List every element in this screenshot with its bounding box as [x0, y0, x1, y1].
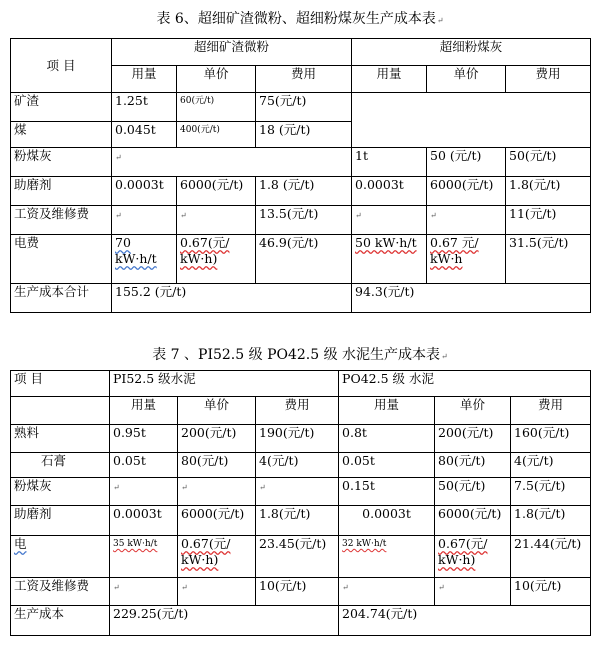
row-label: 工资及维修费: [11, 578, 110, 606]
row-label: 生产成本合计: [11, 284, 112, 313]
table-cell: [352, 235, 427, 284]
table-cell-text: 0.67(元/ kW·h): [438, 536, 488, 567]
table-cell: 155.2 (元/t): [112, 284, 352, 313]
table-cell: 13.5(元/t): [256, 206, 352, 235]
table-cell: 1t: [352, 148, 427, 177]
table-row: [11, 235, 591, 284]
table-cell: [177, 235, 256, 284]
table-cell: 10(元/t): [256, 578, 339, 606]
table-cell: 6000(元/t): [177, 177, 256, 206]
table-row: [11, 425, 591, 453]
table-cell: 0.8t: [339, 425, 435, 453]
table-cell: [178, 536, 256, 578]
table-cell: [435, 578, 511, 606]
row-label: [11, 536, 110, 578]
row-label: 熟料: [11, 425, 110, 453]
t6-sub-h: 费用: [506, 66, 591, 93]
table6-caption: 表 6、超细矿渣微粉、超细粉煤灰生产成本表 ↵: [0, 10, 600, 30]
row-label: 煤: [11, 122, 112, 148]
table-cell: 4(元/t): [511, 453, 591, 478]
row-label-text: 电: [14, 536, 27, 551]
table-row: [11, 536, 591, 578]
row-label: 生产成本: [11, 606, 110, 636]
table-cell: 50 (元/t): [427, 148, 506, 177]
table-cell: 46.9(元/t): [256, 235, 352, 284]
table-row: [11, 148, 591, 177]
table-cell: 4(元/t): [256, 453, 339, 478]
table-cell-text: 32 kW·h/t: [342, 539, 387, 549]
table-row-total: [11, 284, 591, 313]
row-label: 助磨剂: [11, 177, 112, 206]
table-cell: 31.5(元/t): [506, 235, 591, 284]
t7-sub-h: 单价: [435, 397, 511, 425]
table-cell: 7.5(元/t): [511, 478, 591, 506]
table-cell: 160(元/t): [511, 425, 591, 453]
table-cell: [112, 206, 177, 235]
t7-sub-h: 用量: [339, 397, 435, 425]
table-cell: 6000(元/t): [427, 177, 506, 206]
table-cell: [435, 536, 511, 578]
table-cell: 18 (元/t): [256, 122, 352, 148]
table-cell: 0.15t: [339, 478, 435, 506]
table-cell: 1.8 (元/t): [256, 177, 352, 206]
table-row: [11, 206, 591, 235]
table-cell: [256, 478, 339, 506]
table-cell: 1.8(元/t): [506, 177, 591, 206]
table-cell: 80(元/t): [178, 453, 256, 478]
table-cell: 229.25(元/t): [110, 606, 339, 636]
t7-header-item: 项 目: [11, 371, 110, 397]
t6-sub-h: 单价: [177, 66, 256, 93]
table-row: [11, 93, 591, 122]
t6-header-item: 项 目: [11, 39, 112, 93]
table-row: [11, 478, 591, 506]
table-row: [11, 177, 591, 206]
table-cell-merged: [352, 93, 591, 148]
table-cell-text: 50 kW·h/t: [355, 235, 417, 250]
t6-header-group1: 超细矿渣微粉: [112, 39, 352, 66]
table-cell-text: 0.67(元/ kW·h): [180, 235, 230, 266]
table-cell: [110, 578, 178, 606]
table-cell-text: 0.67 元/ kW·h: [430, 235, 479, 266]
table-cell: 0.045t: [112, 122, 177, 148]
table-cell: 400(元/t): [177, 122, 256, 148]
table-cell: 11(元/t): [506, 206, 591, 235]
t7-sub-h: 费用: [256, 397, 339, 425]
table-cell: [352, 206, 427, 235]
table-row-total: [11, 606, 591, 636]
t6-header-group2: 超细粉煤灰: [352, 39, 591, 66]
table-cell: 23.45(元/t): [256, 536, 339, 578]
t7-header-group2: PO42.5 级 水泥: [339, 371, 591, 397]
row-label: 粉煤灰: [11, 148, 112, 177]
table-cell-text: 0.67(元/ kW·h): [181, 536, 231, 567]
table-cell: 50(元/t): [435, 478, 511, 506]
table7-caption: 表 7 、PI52.5 级 PO42.5 级 水泥生产成本表 ↵: [0, 346, 600, 366]
table-cell: 75(元/t): [256, 93, 352, 122]
table-cell: 80(元/t): [435, 453, 511, 478]
table-cell: 1.8(元/t): [511, 506, 591, 536]
table-cell: [112, 235, 177, 284]
table-cell: [110, 478, 178, 506]
table-cell: 60(元/t): [177, 93, 256, 122]
t7-sub-empty: [11, 397, 110, 425]
table-cell: 0.05t: [339, 453, 435, 478]
table-cell: 0.0003t: [339, 506, 435, 536]
table-cell: 0.0003t: [110, 506, 178, 536]
table-cell: [339, 578, 435, 606]
table-cell-merged: [112, 148, 352, 177]
row-label: 电费: [11, 235, 112, 284]
row-label: 矿渣: [11, 93, 112, 122]
row-label: 助磨剂: [11, 506, 110, 536]
table-cell: 190(元/t): [256, 425, 339, 453]
t7-sub-h: 单价: [178, 397, 256, 425]
table-cell: 0.95t: [110, 425, 178, 453]
table6: [10, 38, 591, 313]
table-cell: 94.3(元/t): [352, 284, 591, 313]
table-cell: 0.0003t: [352, 177, 427, 206]
table-cell: 1.8(元/t): [256, 506, 339, 536]
table-cell: 204.74(元/t): [339, 606, 591, 636]
table-cell: 200(元/t): [435, 425, 511, 453]
table7: [10, 370, 591, 636]
table-row: [11, 578, 591, 606]
table-cell: 50(元/t): [506, 148, 591, 177]
table-cell: [178, 578, 256, 606]
row-label: 石膏: [11, 453, 110, 478]
t6-sub-h: 用量: [112, 66, 177, 93]
table-cell: [427, 235, 506, 284]
table-cell: 6000(元/t): [178, 506, 256, 536]
table-cell: [178, 478, 256, 506]
table-row: [11, 506, 591, 536]
t6-sub-h: 单价: [427, 66, 506, 93]
t6-sub-h: 用量: [352, 66, 427, 93]
table-cell: [427, 206, 506, 235]
table-row: [11, 453, 591, 478]
table-cell: [110, 536, 178, 578]
row-label: 粉煤灰: [11, 478, 110, 506]
table-cell: 200(元/t): [178, 425, 256, 453]
table-cell: 0.0003t: [112, 177, 177, 206]
table-cell-text: 35 kW·h/t: [113, 539, 158, 549]
table-cell: 6000(元/t): [435, 506, 511, 536]
table-cell: [339, 536, 435, 578]
t7-header-group1: PI52.5 级水泥: [110, 371, 339, 397]
table-cell: [177, 206, 256, 235]
table-cell: 0.05t: [110, 453, 178, 478]
table-cell-text: 70 kW·h/t: [115, 235, 157, 266]
t6-sub-h: 费用: [256, 66, 352, 93]
t7-sub-h: 用量: [110, 397, 178, 425]
t7-sub-h: 费用: [511, 397, 591, 425]
table-cell: 21.44(元/t): [511, 536, 591, 578]
row-label: 工资及维修费: [11, 206, 112, 235]
table-cell: 1.25t: [112, 93, 177, 122]
table-cell: 10(元/t): [511, 578, 591, 606]
